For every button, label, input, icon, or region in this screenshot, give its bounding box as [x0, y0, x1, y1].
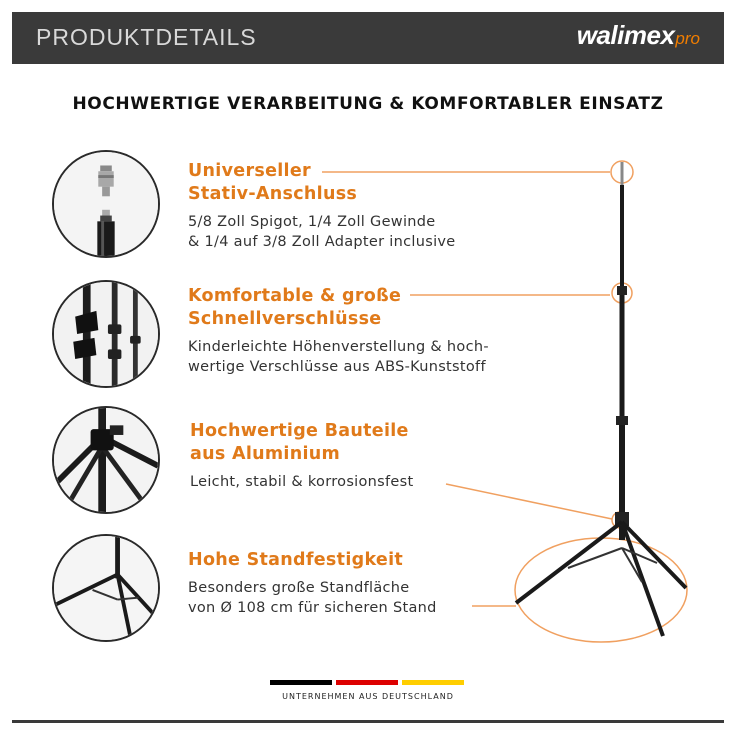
feature-locks-title [188, 285, 401, 331]
flag-stripe-gold [402, 680, 464, 685]
header-title: PRODUKTDETAILS [36, 24, 257, 50]
feature-locks-desc-line2: wertige Verschlüsse aus ABS-Kunststoff [188, 359, 486, 375]
feature-aluminium-title [190, 420, 409, 466]
feature-connector-desc-line2: & 1/4 auf 3/8 Zoll Adapter inclusive [188, 234, 456, 250]
header-bar [12, 12, 724, 64]
quick-lock-thumbnail [52, 280, 160, 388]
callout-ellipse-stability [515, 538, 687, 642]
callout-circle-aluminium [612, 512, 628, 528]
flag-stripe-red [336, 680, 398, 685]
stand-base-thumbnail [52, 534, 160, 642]
feature-aluminium-desc-line1: Leicht, stabil & korrosionsfest [190, 474, 414, 490]
feature-stability-desc [188, 578, 437, 618]
page-heading: HOCHWERTIGE VERARBEITUNG & KOMFORTABLER EINSATZ [72, 94, 664, 114]
feature-aluminium-desc [190, 472, 414, 492]
brand-logo [577, 20, 700, 51]
feature-connector-desc [188, 212, 456, 252]
bottom-divider [12, 720, 724, 723]
feature-stability-desc-line1: Besonders große Standfläche [188, 580, 410, 596]
footer-company-origin: UNTERNEHMEN AUS DEUTSCHLAND [282, 692, 454, 701]
callout-circle-connector [611, 161, 633, 183]
feature-connector-title-line1: Universeller [188, 161, 311, 181]
aluminium-joint-thumbnail [52, 406, 160, 514]
feature-locks-title-line1: Komfortable & große [188, 286, 402, 306]
feature-stability-title-line1: Hohe Standfestigkeit [188, 550, 404, 570]
callout-line-aluminium [446, 484, 612, 519]
brand-logo-sub: pro [675, 29, 700, 48]
feature-connector-title [188, 160, 357, 206]
spigot-connector-thumbnail [52, 150, 160, 258]
feature-locks-title-line2: Schnellverschlüsse [188, 309, 382, 329]
feature-aluminium-title-line2: aus Aluminium [190, 444, 341, 464]
feature-connector-title-line2: Stativ-Anschluss [188, 184, 358, 204]
feature-connector-desc-line1: 5/8 Zoll Spigot, 1/4 Zoll Gewinde [188, 214, 436, 230]
feature-stability-title [188, 549, 403, 572]
feature-stability-desc-line2: von Ø 108 cm für sicheren Stand [188, 600, 437, 616]
callout-circle-locks [612, 283, 632, 303]
feature-locks-desc [188, 337, 489, 377]
flag-stripe-black [270, 680, 332, 685]
feature-locks-desc-line1: Kinderleichte Höhenverstellung & hoch- [188, 339, 489, 355]
feature-aluminium-title-line1: Hochwertige Bauteile [190, 421, 409, 441]
brand-logo-main: walimex [576, 20, 675, 50]
